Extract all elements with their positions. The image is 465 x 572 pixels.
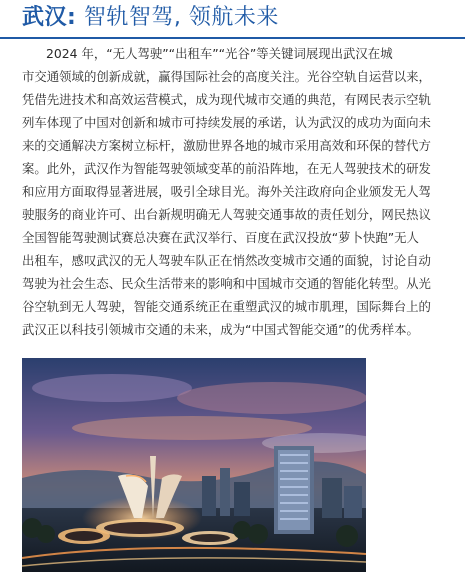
article-line: 列车体现了中国对创新和城市可持续发展的承诺，认为武汉的成功为面向未 [22,115,431,130]
skyline-illustration [22,358,366,572]
article-line: 武汉正以科技引领城市交通的未来，成为“中国式智能交通”的优秀样本。 [22,322,419,337]
article-line: 驶服务的商业许可、出台新规明确无人驾驶交通事故的责任划分，网民热议 [22,207,431,222]
title-city: 武汉 [22,5,68,30]
article-line: 来的交通解决方案树立标杆，激励世界各地的城市采用高效和环保的替代方 [22,138,431,153]
title-divider [0,37,465,39]
city-skyline-photo [22,358,366,572]
article-line: 出租车，感叹武汉的无人驾驶车队正在悄然改变城市交通的面貌，讨论自动 [22,253,431,268]
article-line: 市交通领域的创新成就，赢得国际社会的高度关注。光谷空轨自运营以来， [22,69,431,84]
article-line: 案。此外，武汉作为智能驾驶领域变革的前沿阵地，在无人驾驶技术的研发 [22,161,431,176]
title-colon: : [67,5,77,30]
article-line: 谷空轨到无人驾驶，智能交通系统正在重塑武汉的城市肌理，国际舞台上的 [22,299,431,314]
article-line: 凭借先进技术和高效运营模式，成为现代城市交通的典范，有网民表示空轨 [22,92,431,107]
title-subtitle: 智轨智驾, 领航未来 [83,5,279,30]
article-body [22,42,442,341]
article-line: 全国智能驾驶测试赛总决赛在武汉举行、百度在武汉投放“萝卜快跑”无人 [22,230,419,245]
page-header [0,0,465,40]
article-line: 驾驶为社会生态、民众生活带来的影响和中国城市交通的智能化转型。从光 [22,276,431,291]
page-title [22,4,279,32]
article-line: 和应用方面取得显著进展，吸引全球目光。海外关注政府向企业颁发无人驾 [22,184,431,199]
article-line: 2024 年，“无人驾驶”“出租车”“光谷”等关键词展现出武汉在城 [46,46,393,61]
